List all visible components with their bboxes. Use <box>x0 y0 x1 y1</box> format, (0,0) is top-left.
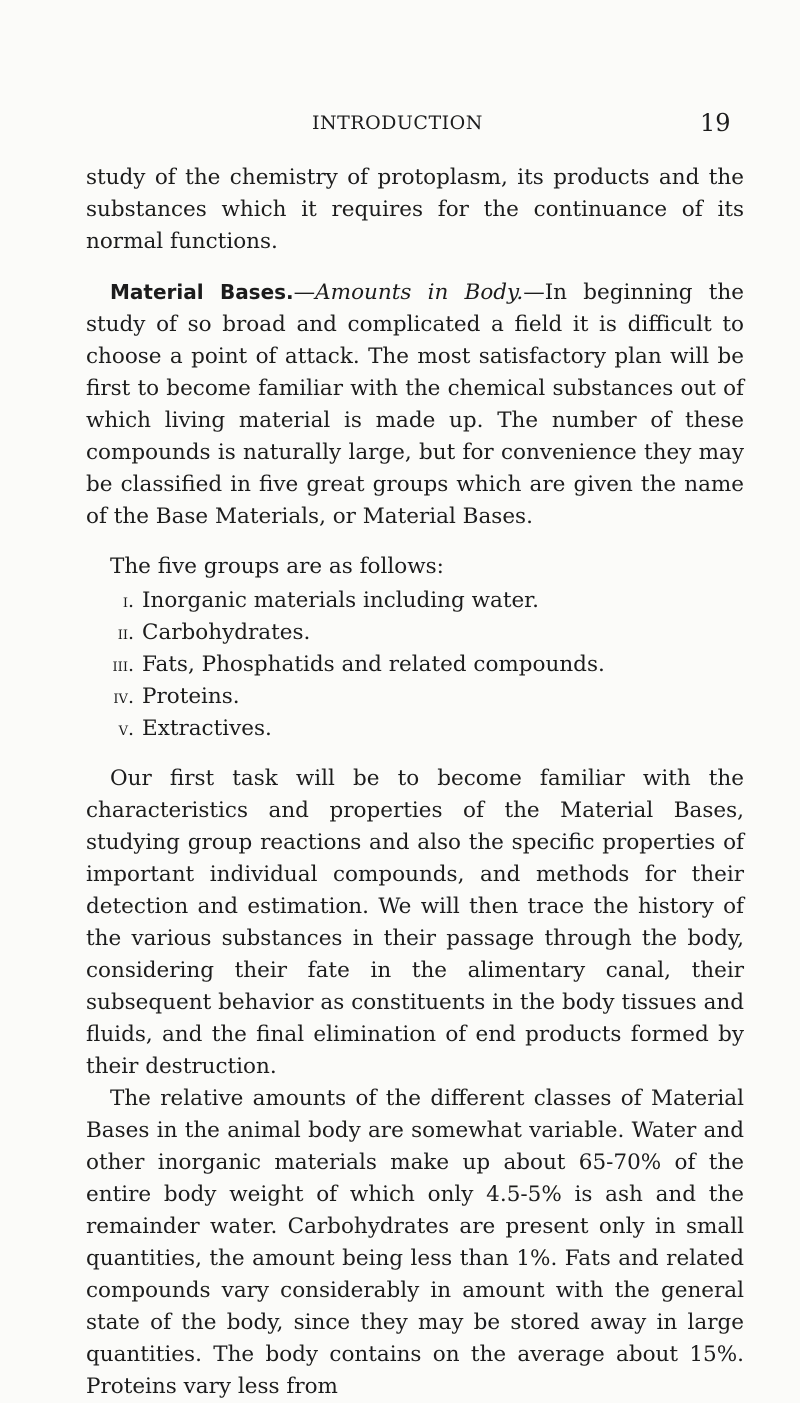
list-numeral: i. <box>122 590 134 612</box>
list-item <box>86 649 744 681</box>
list-numeral: iii. <box>112 654 134 676</box>
page-number: 19 <box>700 109 731 137</box>
list-item <box>86 617 744 649</box>
list-item <box>86 681 744 713</box>
list-numeral: ii. <box>117 622 134 644</box>
material-bases-list <box>86 585 744 745</box>
paragraph-intro-text: In beginning the study of so broad and complicated a field it is difficult to choose a point of attack. The most satisfactory plan will be first to become familiar with the chemical substances out of which living material is made up. The number of these compounds is naturally large, but for convenience they may be classified in five great groups which are given the name of the Base Materials, or Material Bases. <box>86 280 744 529</box>
list-item-text: Carbohydrates. <box>142 620 311 645</box>
running-head: INTRODUCTION <box>312 112 483 134</box>
list-item <box>86 585 744 617</box>
list-item-text: Extractives. <box>142 716 272 741</box>
list-item <box>86 713 744 745</box>
page-body <box>86 162 744 1403</box>
section-heading: Material Bases. <box>110 280 294 304</box>
list-item-text: Inorganic materials including water. <box>142 588 539 613</box>
list-item-text: Fats, Phosphatids and related compounds. <box>142 652 605 677</box>
section-subheading: Amounts in Body. <box>315 280 524 305</box>
list-intro: The five groups are as follows: <box>110 554 444 579</box>
paragraph-material-bases: Material Bases.—Amounts in Body.—In beginning the study of so broad and complicated a field it is difficult to choose a point of attack. The most satisfactory plan will be first to become familiar with the chemical substances out of which living material is made up. The number of these compounds is naturally large, but for convenience they may be classified in five great groups which are given the name of the Base Materials, or Material Bases. <box>86 280 744 529</box>
list-numeral: v. <box>118 718 134 740</box>
list-numeral: iv. <box>113 686 134 708</box>
paragraph-first-task: Our first task will be to become familiar with the characteristics and properties of the Material Bases, studying group reactions and also the specific properties of important individual compounds, and methods for their detection and estimation. We will then trace the history of the various substances in their passage through the body, considering their fate in the alimentary canal, their subsequent behavior as constituents in the body tissues and fluids, and the final elimination of end products formed by their destruction. <box>86 766 744 1079</box>
list-item-text: Proteins. <box>142 684 240 709</box>
page-header <box>0 109 800 142</box>
paragraph-continued: study of the chemistry of protoplasm, its products and the substances which it requires for the continuance of its normal functions. <box>86 165 744 254</box>
paragraph-relative-amounts: The relative amounts of the different classes of Material Bases in the animal body are somewhat variable. Water and other inorganic materials make up about 65-70% of the entire body weight of which only 4.5-5% is ash and the remainder water. Carbohydrates are present only in small quantities, the amount being less than 1%. Fats and related compounds vary considerably in amount with the general state of the body, since they may be stored away in large quantities. The body contains on the average about 15%. Proteins vary less from <box>86 1086 744 1399</box>
